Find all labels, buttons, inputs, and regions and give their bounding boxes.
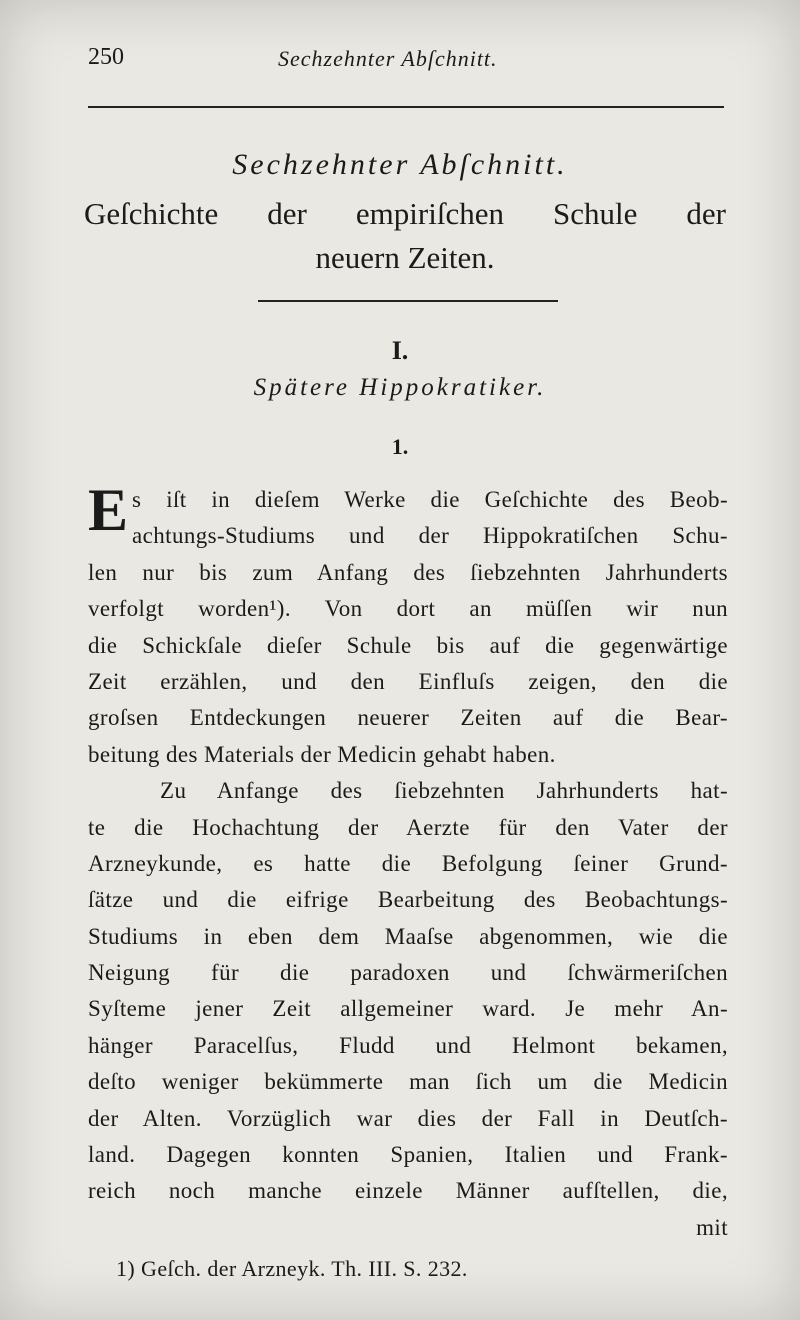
chapter-subtitle-line2: neuern Zeiten. [315,240,495,275]
text-line: deſto weniger bekümmerte man ſich um die Medicin [88,1069,728,1095]
page-header [88,44,728,78]
header-rule [88,106,724,108]
chapter-title: Sechzehnter Abſchnitt. [232,148,568,181]
text-line: beitung des Materials der Medicin gehabt haben. [88,741,556,767]
text-line: Neigung für die paradoxen und ſchwärmeriſchen [88,960,728,986]
body-text [88,477,728,1246]
section-title: Spätere Hippokratiker. [253,374,547,401]
text-line: Syſteme jener Zeit allgemeiner ward. Je mehr An- [88,996,728,1022]
text-line: verfolgt worden¹). Von dort an müſſen wir nun [88,596,728,622]
text-line: Studiums in eben dem Maaſse abgenommen, wie die [88,923,728,949]
drop-cap: E [88,477,129,543]
footnote: 1) Geſch. der Arzneyk. Th. III. S. 232. [116,1256,468,1281]
chapter-subtitle-line1: Geſchichte der empiriſchen Schule der [84,196,726,231]
text-line: s iſt in dieſem Werke die Geſchichte des Beob- [132,487,728,512]
text-line: hänger Paracelſus, Fludd und Helmont bekamen, [88,1032,728,1058]
text-line: achtungs-Studiums und der Hippokratiſchen Schu- [132,523,728,549]
catchword: mit [696,1214,728,1240]
text-line: reich noch manche einzele Männer aufſtellen, die, [88,1178,728,1204]
text-line: Arzneykunde, es hatte die Befolgung ſeiner Grund- [88,850,728,876]
paragraph-number: 1. [391,434,409,459]
page-number: 250 [88,44,124,70]
text-line: die Schickſale dieſer Schule bis auf die gegenwärtige [88,632,728,658]
chapter-rule [258,300,558,302]
text-line: der Alten. Vorzüglich war dies der Fall in Deutſch- [88,1105,728,1131]
text-line: Zeit erzählen, und den Einfluſs zeigen, den die [88,668,728,694]
text-line: land. Dagegen konnten Spanien, Italien und Frank- [88,1142,728,1168]
text-line: groſsen Entdeckungen neuerer Zeiten auf die Bear- [88,705,728,731]
text-line: len nur bis zum Anfang des ſiebzehnten Jahrhunderts [88,559,728,585]
section-number: I. [391,336,409,365]
text-line: te die Hochachtung der Aerzte für den Vater der [88,814,728,840]
text-line: ſätze und die eifrige Bearbeitung des Beobachtungs- [88,887,728,913]
running-head: Sechzehnter Abſchnitt. [278,46,498,71]
text-line: Zu Anfange des ſiebzehnten Jahrhunderts hat- [160,778,728,804]
